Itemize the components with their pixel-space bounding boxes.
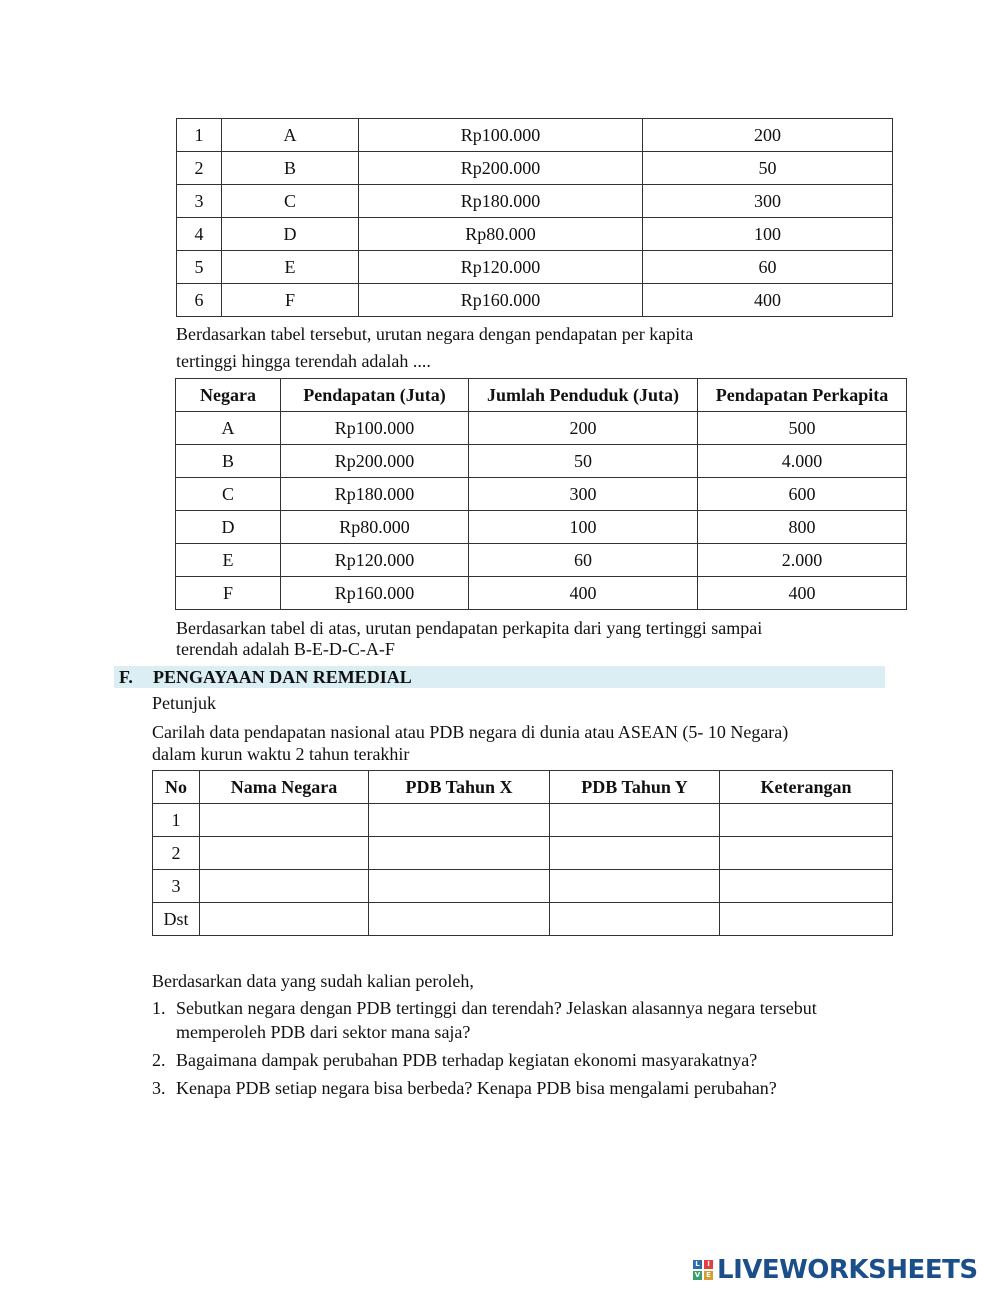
table-cell: Rp200.000 (359, 152, 643, 185)
logo-mark-letter: I (704, 1260, 713, 1269)
column-header: PDB Tahun X (369, 771, 550, 804)
table-cell: Rp80.000 (281, 511, 469, 544)
table-cell: Rp160.000 (281, 577, 469, 610)
table-cell: 800 (698, 511, 907, 544)
input-cell[interactable] (369, 837, 550, 870)
list-item (152, 1076, 892, 1100)
question-text-line: Sebutkan negara dengan PDB tertinggi dan terendah? Jelaskan alasannya negara tersebut (176, 998, 817, 1018)
table-cell: E (222, 251, 359, 284)
table-header-row (153, 771, 893, 804)
table-cell: Rp100.000 (281, 412, 469, 445)
column-header: Pendapatan Perkapita (698, 379, 907, 412)
table-cell: 300 (643, 185, 893, 218)
input-cell[interactable] (550, 870, 720, 903)
question-text: Kenapa PDB setiap negara bisa berbeda? Kenapa PDB bisa mengalami perubahan? (176, 1078, 777, 1098)
table-cell: D (222, 218, 359, 251)
table-cell: C (222, 185, 359, 218)
table-cell: A (176, 412, 281, 445)
question-list (152, 996, 892, 1104)
table-cell: Rp180.000 (281, 478, 469, 511)
input-cell[interactable] (550, 903, 720, 936)
input-cell[interactable] (200, 903, 369, 936)
question-number: 3. (152, 1078, 166, 1098)
input-cell[interactable] (720, 804, 893, 837)
section-header (114, 666, 885, 688)
question-text (176, 996, 817, 1044)
table-cell: Rp80.000 (359, 218, 643, 251)
table-cell: 2.000 (698, 544, 907, 577)
table-cell: C (176, 478, 281, 511)
table-row (176, 445, 907, 478)
row-number: 1 (153, 804, 200, 837)
table-cell: B (176, 445, 281, 478)
table-row (177, 251, 893, 284)
question-number: 1. (152, 998, 166, 1018)
table-cell: 500 (698, 412, 907, 445)
table-cell: 5 (177, 251, 222, 284)
table-cell: Rp200.000 (281, 445, 469, 478)
table-row (153, 870, 893, 903)
column-header: Jumlah Penduduk (Juta) (469, 379, 698, 412)
table-row (176, 544, 907, 577)
table-cell: E (176, 544, 281, 577)
table-cell: 50 (643, 152, 893, 185)
input-cell[interactable] (550, 804, 720, 837)
input-cell[interactable] (720, 870, 893, 903)
intro-text: Berdasarkan data yang sudah kalian peroleh, (152, 971, 474, 991)
table-cell: B (222, 152, 359, 185)
table-row (176, 412, 907, 445)
question-text-line: memperoleh PDB dari sektor mana saja? (176, 1022, 471, 1042)
table-row (177, 119, 893, 152)
table-cell: Rp180.000 (359, 185, 643, 218)
input-cell[interactable] (369, 870, 550, 903)
column-header: Keterangan (720, 771, 893, 804)
input-cell[interactable] (550, 837, 720, 870)
table-row (177, 218, 893, 251)
table-cell: F (176, 577, 281, 610)
row-number: Dst (153, 903, 200, 936)
input-cell[interactable] (200, 870, 369, 903)
table-row (177, 152, 893, 185)
table-cell: 400 (698, 577, 907, 610)
table-cell: 1 (177, 119, 222, 152)
logo-mark-letter: V (694, 1271, 701, 1279)
list-item (152, 996, 892, 1044)
input-cell[interactable] (720, 903, 893, 936)
question-line-2: tertinggi hingga terendah adalah .... (176, 351, 431, 371)
table-cell: 4.000 (698, 445, 907, 478)
liveworksheets-logo (693, 1254, 978, 1286)
table-cell: A (222, 119, 359, 152)
section-letter: F. (119, 667, 133, 687)
logo-mark-letter: E (704, 1271, 713, 1280)
data-table-1 (176, 118, 893, 317)
table-row (176, 577, 907, 610)
logo-mark-icon (693, 1260, 713, 1280)
table-cell: 4 (177, 218, 222, 251)
table-cell: Rp120.000 (281, 544, 469, 577)
table-cell: 6 (177, 284, 222, 317)
input-cell[interactable] (200, 804, 369, 837)
petunjuk-label: Petunjuk (152, 693, 217, 713)
instruction-line-1: Carilah data pendapatan nasional atau PDB negara di dunia atau ASEAN (5- 10 Negara) (152, 722, 789, 742)
question-number: 2. (152, 1050, 166, 1070)
table-row (177, 284, 893, 317)
table-cell: D (176, 511, 281, 544)
table-cell: 400 (469, 577, 698, 610)
table-cell: Rp160.000 (359, 284, 643, 317)
table-cell: 2 (177, 152, 222, 185)
instruction-line-2: dalam kurun waktu 2 tahun terakhir (152, 744, 410, 764)
column-header: No (153, 771, 200, 804)
row-number: 2 (153, 837, 200, 870)
question-line-1: Berdasarkan tabel tersebut, urutan negara dengan pendapatan per kapita (176, 324, 694, 344)
table-cell: 60 (469, 544, 698, 577)
table-row (153, 804, 893, 837)
input-cell[interactable] (369, 903, 550, 936)
pdb-input-table (152, 770, 893, 936)
table-cell: Rp120.000 (359, 251, 643, 284)
column-header: Negara (176, 379, 281, 412)
table-row (153, 837, 893, 870)
table-cell: 100 (469, 511, 698, 544)
list-item (152, 1048, 892, 1072)
table-row (153, 903, 893, 936)
column-header: PDB Tahun Y (550, 771, 720, 804)
input-cell[interactable] (200, 837, 369, 870)
column-header: Pendapatan (Juta) (281, 379, 469, 412)
table-row (176, 478, 907, 511)
table-cell: 300 (469, 478, 698, 511)
logo-mark-letter: L (693, 1260, 702, 1269)
table-cell: F (222, 284, 359, 317)
table-cell: 200 (469, 412, 698, 445)
table-cell: 100 (643, 218, 893, 251)
row-number: 3 (153, 870, 200, 903)
answer-line-1: Berdasarkan tabel di atas, urutan pendapatan perkapita dari yang tertinggi sampai (176, 618, 763, 638)
table-cell: 3 (177, 185, 222, 218)
table-cell: 400 (643, 284, 893, 317)
table-cell: 200 (643, 119, 893, 152)
input-cell[interactable] (369, 804, 550, 837)
question-text: Bagaimana dampak perubahan PDB terhadap kegiatan ekonomi masyarakatnya? (176, 1050, 758, 1070)
logo-text: LIVEWORKSHEETS (717, 1255, 978, 1285)
table-row (177, 185, 893, 218)
answer-line-2: terendah adalah B-E-D-C-A-F (176, 639, 395, 659)
table-row (176, 511, 907, 544)
table-cell: 600 (698, 478, 907, 511)
table-cell: 50 (469, 445, 698, 478)
per-capita-table (175, 378, 907, 610)
column-header: Nama Negara (200, 771, 369, 804)
section-title: PENGAYAAN DAN REMEDIAL (153, 667, 412, 687)
table-header-row (176, 379, 907, 412)
table-cell: Rp100.000 (359, 119, 643, 152)
input-cell[interactable] (720, 837, 893, 870)
table-cell: 60 (643, 251, 893, 284)
